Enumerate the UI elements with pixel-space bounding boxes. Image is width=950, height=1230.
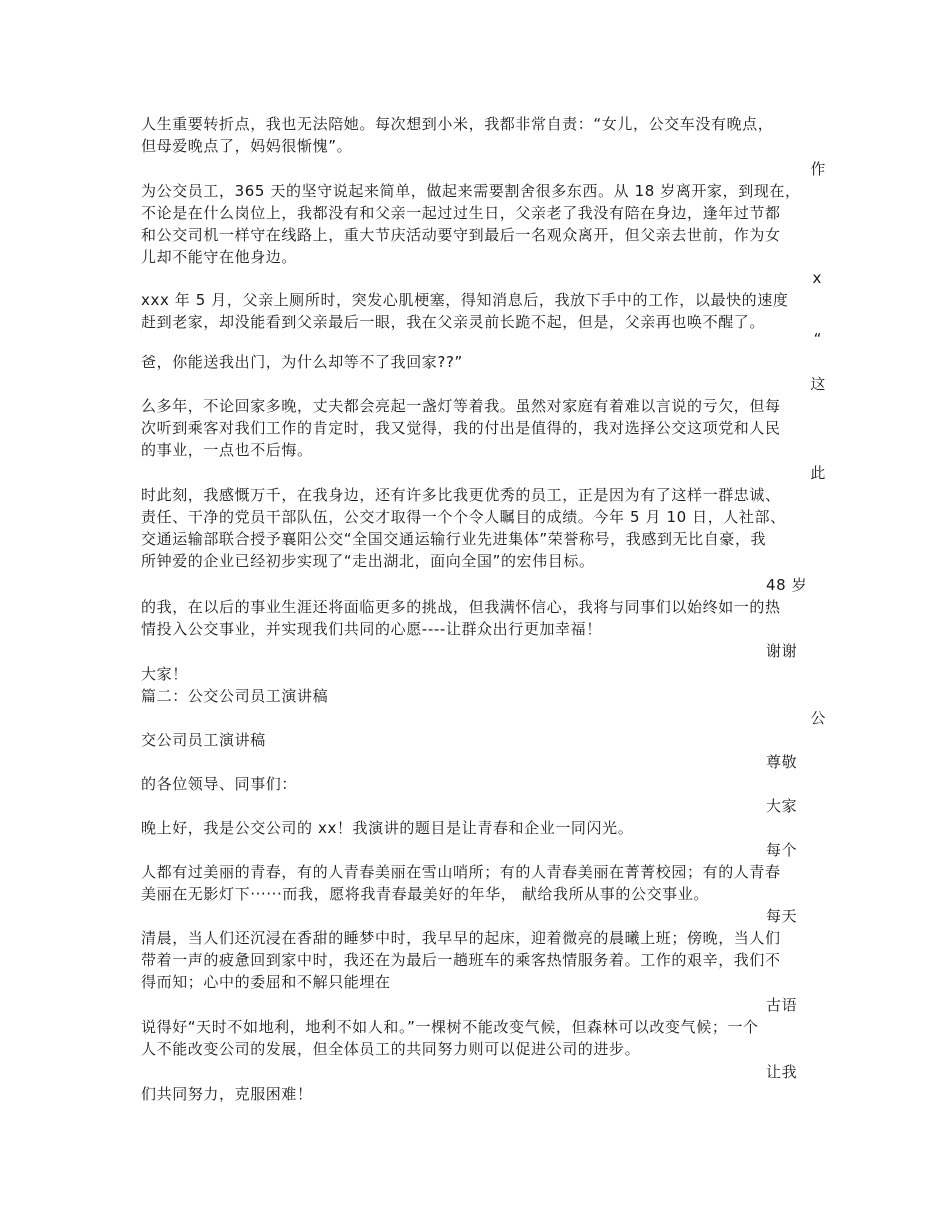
paragraph-lead: 此 — [810, 464, 826, 482]
paragraph-line: 所钟爱的企业已经初步实现了“走出湖北，面向全国”的宏伟目标。 — [141, 552, 595, 570]
paragraph-line: 次听到乘客对我们工作的肯定时，我又觉得，我的付出是值得的，我对选择公交这项党和人民 — [141, 419, 781, 437]
paragraph-line: 们共同努力，克服困难！ — [141, 1085, 313, 1103]
paragraph-line: 儿却不能守在他身边。 — [141, 248, 298, 266]
paragraph-lead: 大家 — [766, 797, 798, 815]
paragraph-line: 时此刻，我感慨万千，在我身边，还有许多比我更优秀的员工，正是因为有了这样一群忠诚、 — [141, 486, 781, 504]
paragraph-line: 清晨，当人们还沉浸在香甜的睡梦中时，我早早的起床，迎着微亮的晨曦上班；傍晚，当人们 — [141, 929, 781, 947]
paragraph-line: xxx 年 5 月，父亲上厕所时，突发心肌梗塞，得知消息后，我放下手中的工作，以最快的速度 — [141, 291, 789, 309]
paragraph-lead: 每天 — [766, 907, 798, 925]
paragraph-line: 人不能改变公司的发展，但全体员工的共同努力则可以促进公司的进步。 — [141, 1040, 641, 1058]
paragraph-line: 说得好“天时不如地利，地利不如人和。”一棵树不能改变气候，但森林可以改变气候；一个 — [141, 1018, 759, 1036]
paragraph-lead: 作 — [810, 160, 826, 178]
paragraph-line: 交通运输部联合授予襄阳公交“全国交通运输行业先进集体”荣誉称号，我感到无比自豪，我 — [141, 530, 767, 548]
paragraph-line: 为公交员工，365 天的坚守说起来简单，做起来需要割舍很多东西。从 18 岁离开家，到现在， — [141, 182, 801, 200]
paragraph-line: 责任、干净的党员干部队伍，公交才取得一个个令人瞩目的成绩。今年 5 月 10 日，人社部、 — [141, 508, 786, 526]
paragraph-lead: 公 — [810, 709, 826, 727]
paragraph-line: 大家！ — [141, 665, 188, 683]
paragraph-lead: “ — [813, 330, 822, 348]
paragraph-lead: 这 — [810, 375, 826, 393]
paragraph-line: 的各位领导、同事们： — [141, 775, 298, 793]
paragraph-line: 美丽在无影灯下······而我，愿将我青春最美好的年华， 献给我所从事的公交事业。 — [141, 885, 709, 903]
paragraph-line: 人生重要转折点，我也无法陪她。每次想到小米，我都非常自责：“女儿，公交车没有晚点， — [141, 115, 774, 133]
paragraph-line: 不论是在什么岗位上，我都没有和父亲一起过过生日，父亲老了我没有陪在身边，逢年过节都 — [141, 204, 781, 222]
paragraph-line: 么多年，不论回家多晚，丈夫都会亮起一盏灯等着我。虽然对家庭有着难以言说的亏欠，但每 — [141, 397, 781, 415]
paragraph-line: 的我，在以后的事业生涯还将面临更多的挑战，但我满怀信心，我将与同事们以始终如一的热 — [141, 598, 781, 616]
paragraph-lead: 每个 — [766, 841, 798, 859]
paragraph-line: 晚上好，我是公交公司的 xx！我演讲的题目是让青春和企业一同闪光。 — [141, 819, 634, 837]
paragraph-line: 交公司员工演讲稿 — [141, 731, 266, 749]
paragraph-line: 情投入公交事业，并实现我们共同的心愿----让群众出行更加幸福！ — [141, 620, 602, 638]
paragraph-line: 得而知；心中的委屈和不解只能埋在 — [141, 973, 391, 991]
paragraph-line: 爸，你能送我出门，为什么却等不了我回家??” — [141, 353, 463, 371]
paragraph-lead: 48 岁 — [766, 576, 808, 594]
paragraph-line: 带着一声的疲惫回到家中时，我还在为最后一趟班车的乘客热情服务着。工作的艰辛，我们不 — [141, 951, 781, 969]
paragraph-lead: 让我 — [766, 1063, 798, 1081]
paragraph-line: 人都有过美丽的青春，有的人青春美丽在雪山哨所；有的人青春美丽在菁菁校园；有的人青春 — [141, 863, 781, 881]
paragraph-line: 和公交司机一样守在线路上，重大节庆活动要守到最后一名观众离开，但父亲去世前，作为女 — [141, 226, 781, 244]
section-heading: 篇二：公交公司员工演讲稿 — [141, 687, 329, 705]
paragraph-lead: x — [812, 269, 822, 287]
paragraph-lead: 尊敬 — [766, 753, 798, 771]
paragraph-line: 但母爱晚点了，妈妈很惭愧”。 — [141, 137, 353, 155]
paragraph-line: 赶到老家，却没能看到父亲最后一眼，我在父亲灵前长跪不起，但是，父亲再也唤不醒了。 — [141, 313, 766, 331]
paragraph-lead: 古语 — [766, 996, 798, 1014]
paragraph-lead: 谢谢 — [766, 642, 798, 660]
paragraph-line: 的事业，一点也不后悔。 — [141, 441, 313, 459]
